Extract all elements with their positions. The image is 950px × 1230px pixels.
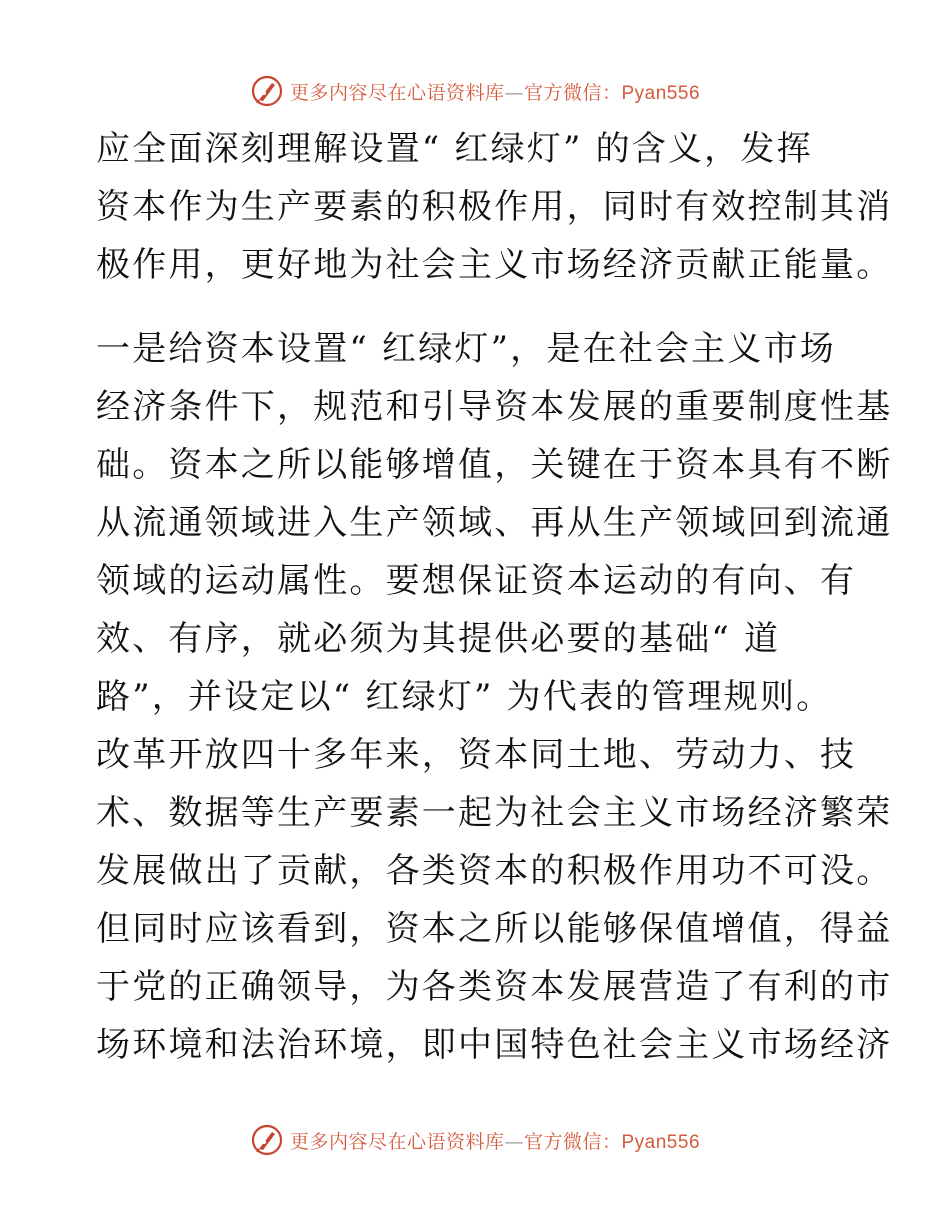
paragraph-gap bbox=[96, 294, 856, 320]
header-banner-wechat-id: Pyan556 bbox=[621, 82, 701, 104]
paragraph-line: 从流通领域进入生产领域、再从生产领域回到流通 bbox=[96, 503, 893, 543]
paragraph-line: 础。资本之所以能够增值，关键在于资本具有不断 bbox=[96, 445, 893, 485]
paragraph-1 bbox=[96, 120, 893, 294]
paragraph-line: 效、有序，就必须为其提供必要的基础“ 道 bbox=[96, 619, 781, 659]
footer-banner-separator: — bbox=[504, 1130, 524, 1153]
header-banner-text bbox=[290, 78, 700, 105]
header-banner-wechat-label: 官方微信： bbox=[523, 81, 622, 104]
paragraph-line: 路”，并设定以“ 红绿灯” 为代表的管理规则。 bbox=[96, 677, 833, 717]
paragraph-line: 经济条件下，规范和引导资本发展的重要制度性基 bbox=[96, 387, 893, 427]
footer-banner-slogan: 更多内容尽在心语资料库 bbox=[289, 1130, 505, 1153]
document-body bbox=[96, 120, 893, 1074]
paragraph-line: 术、数据等生产要素一起为社会主义市场经济繁荣 bbox=[96, 793, 893, 833]
paragraph-line: 应全面深刻理解设置“ 红绿灯” 的含义，发挥 bbox=[96, 129, 813, 169]
paragraph-line: 但同时应该看到，资本之所以能够保值增值，得益 bbox=[96, 909, 893, 949]
paragraph-line: 一是给资本设置“ 红绿灯”，是在社会主义市场 bbox=[96, 329, 836, 369]
paragraph-2 bbox=[96, 320, 893, 1074]
footer-banner-wechat-label: 官方微信： bbox=[523, 1130, 622, 1153]
paragraph-line: 资本作为生产要素的积极作用，同时有效控制其消 bbox=[96, 187, 893, 227]
quill-pen-logo-icon bbox=[250, 1123, 284, 1157]
paragraph-line: 于党的正确领导，为各类资本发展营造了有利的市 bbox=[96, 967, 893, 1007]
header-banner bbox=[0, 71, 950, 111]
footer-banner-text bbox=[290, 1127, 700, 1154]
paragraph-line: 改革开放四十多年来，资本同土地、劳动力、技 bbox=[96, 735, 857, 775]
paragraph-line: 极作用，更好地为社会主义市场经济贡献正能量。 bbox=[96, 245, 893, 285]
paragraph-line: 领域的运动属性。要想保证资本运动的有向、有 bbox=[96, 561, 857, 601]
paragraph-line: 发展做出了贡献，各类资本的积极作用功不可没。 bbox=[96, 851, 893, 891]
header-banner-slogan: 更多内容尽在心语资料库 bbox=[289, 81, 505, 104]
footer-banner bbox=[0, 1120, 950, 1160]
paragraph-line: 场环境和法治环境，即中国特色社会主义市场经济 bbox=[96, 1025, 893, 1065]
header-banner-separator: — bbox=[504, 81, 524, 104]
footer-banner-wechat-id: Pyan556 bbox=[621, 1131, 701, 1153]
quill-pen-logo-icon bbox=[250, 74, 284, 108]
